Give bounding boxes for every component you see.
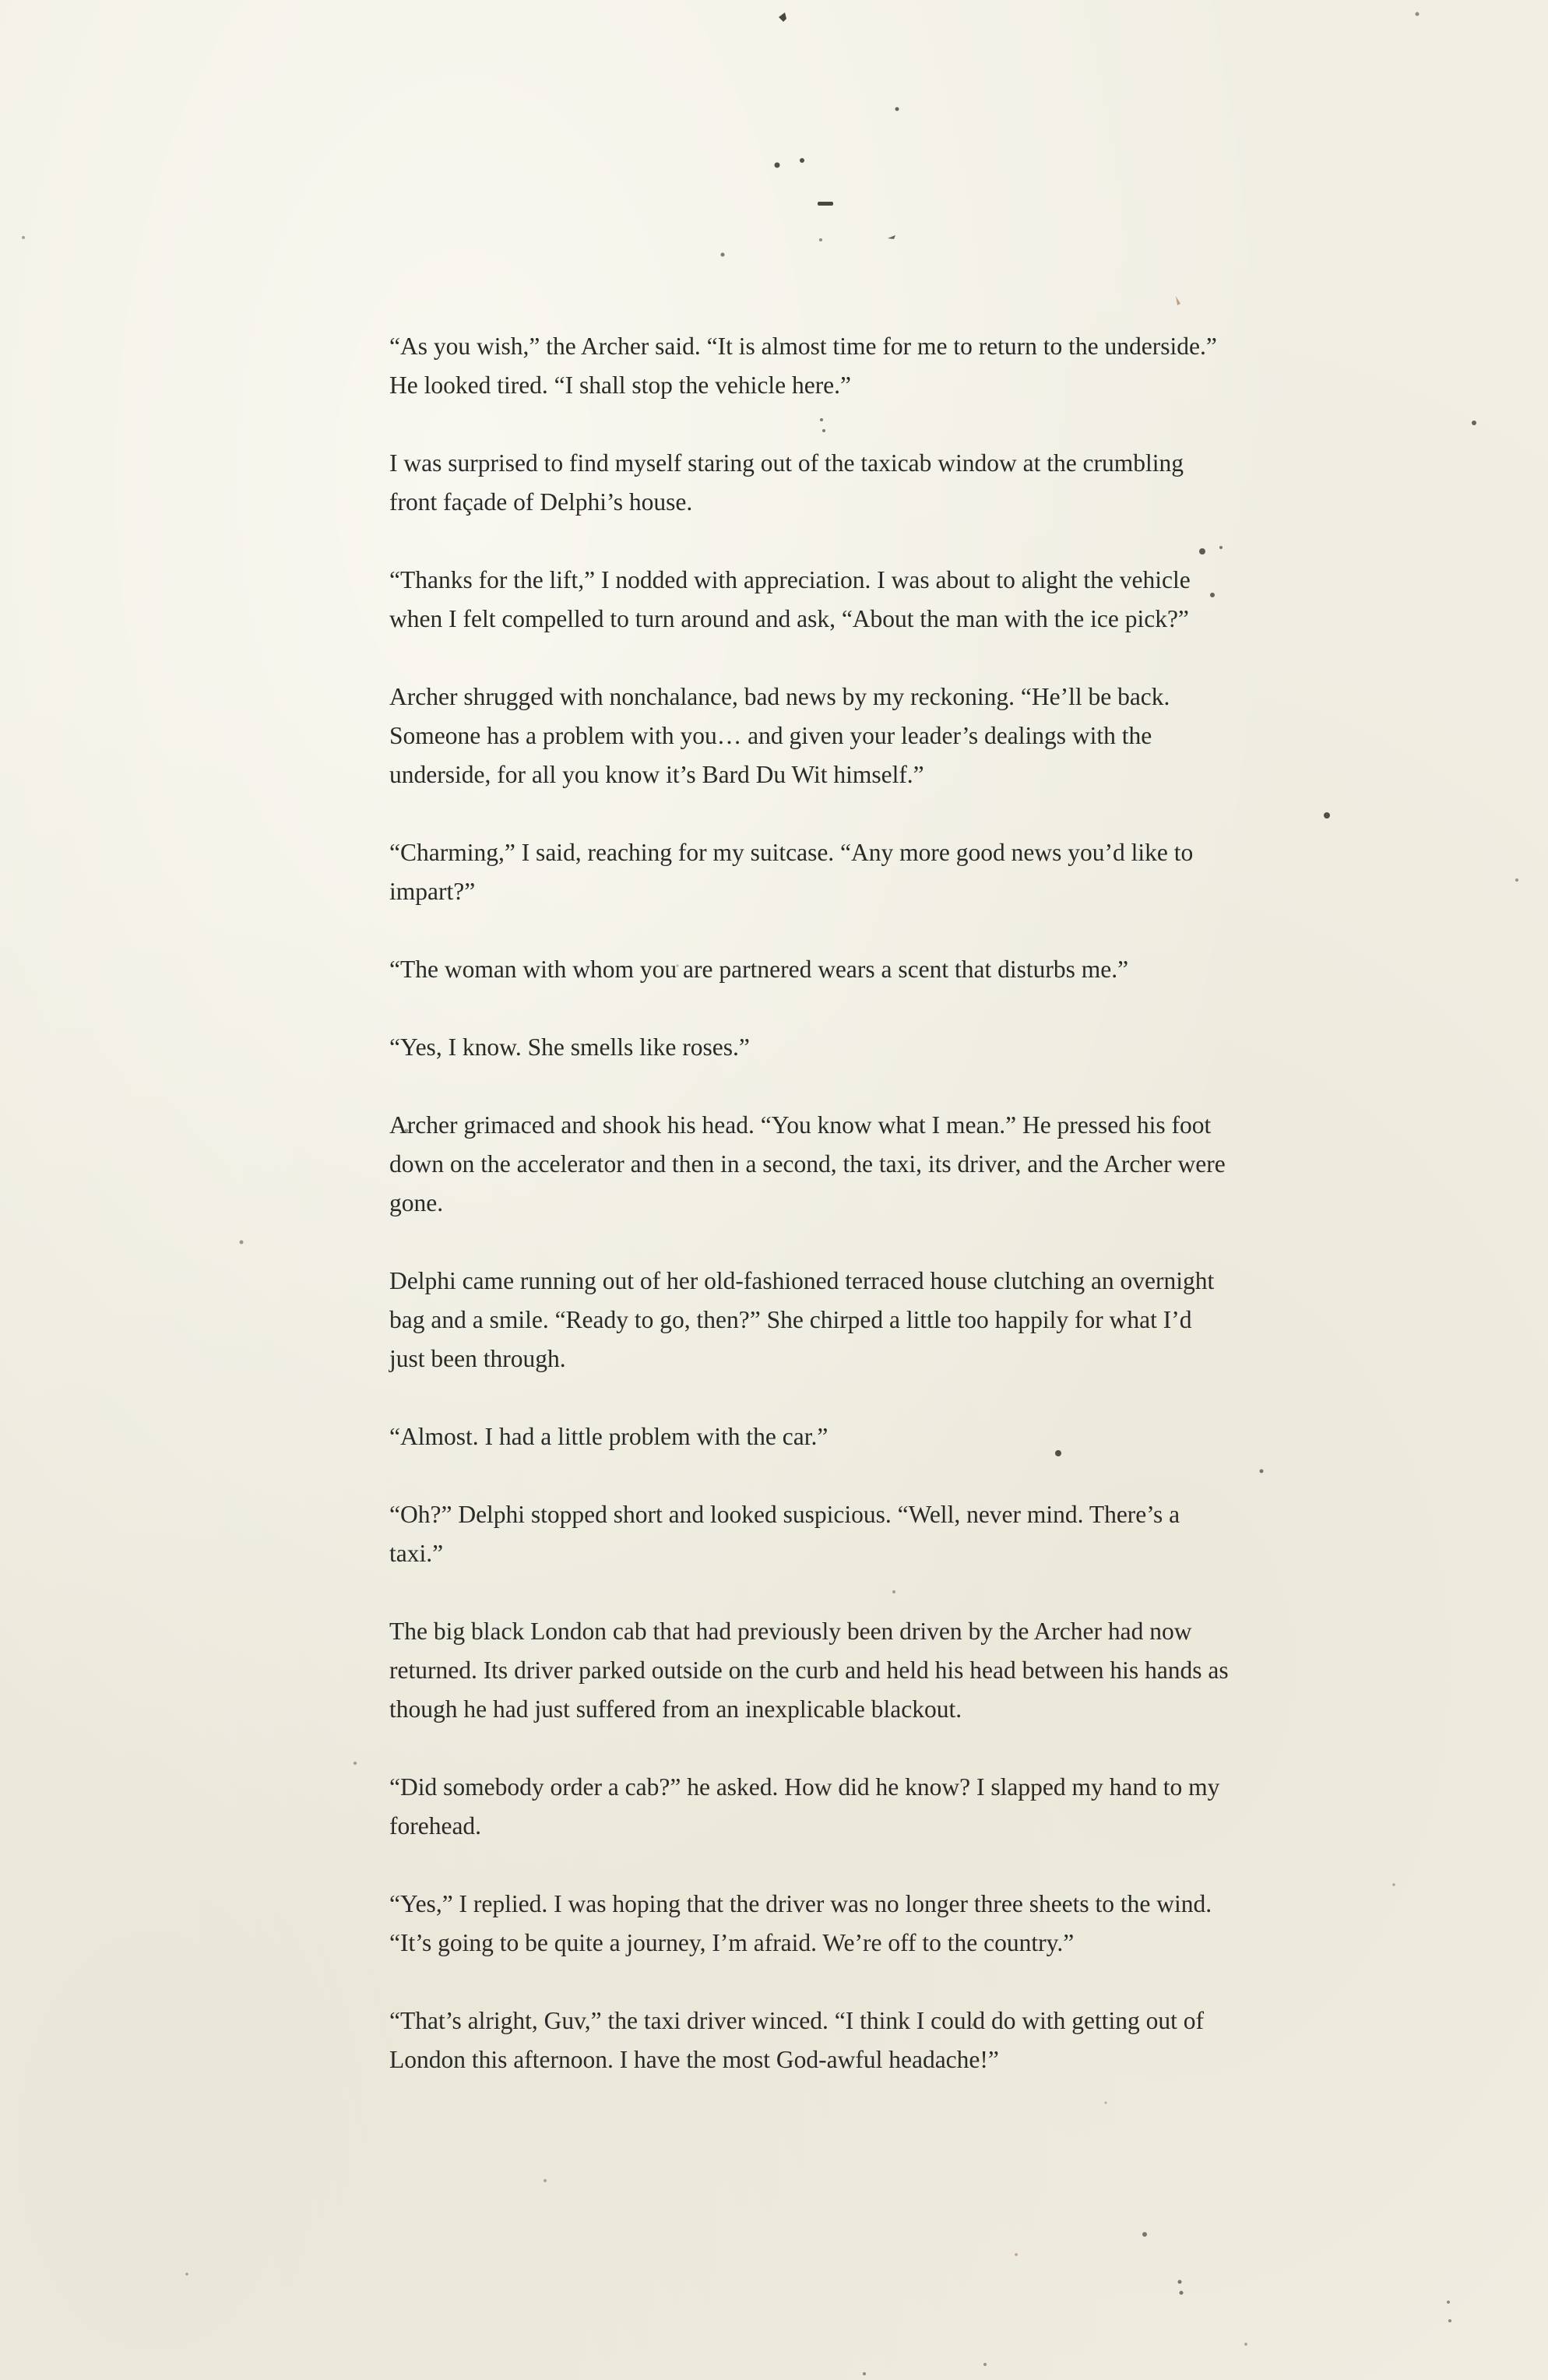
paragraph: Archer grimaced and shook his head. “You know what I mean.” He pressed his foot down on the accelerator and then in a second, the taxi, its driver, and the Archer were gone. [389,1111,1226,1216]
paragraph: “The woman with whom you are partnered wears a scent that disturbs me.” [389,956,1129,983]
paragraph: “As you wish,” the Archer said. “It is almost time for me to return to the underside.” He looked tired. “I shall stop the vehicle here.” [389,333,1217,399]
paragraph: “Oh?” Delphi stopped short and looked suspicious. “Well, never mind. There’s a taxi.” [389,1501,1180,1567]
paragraph: “Yes, I know. She smells like roses.” [389,1033,750,1061]
paragraph: “Charming,” I said, reaching for my suitcase. “Any more good news you’d like to impart?” [389,839,1194,905]
paragraph: “Yes,” I replied. I was hoping that the driver was no longer three sheets to the wind. “It’s going to be quite a journey, I’m afraid. We’re off to the country.” [389,1890,1212,1956]
story-text [389,327,1230,2118]
paragraph: “That’s alright, Guv,” the taxi driver winced. “I think I could do with getting out of London this afternoon. I have the most God-awful headache!” [389,2007,1204,2073]
paragraph: Delphi came running out of her old-fashioned terraced house clutching an overnight bag and a smile. “Ready to go, then?” She chirped a little too happily for what I’d just been through. [389,1267,1215,1372]
paragraph: I was surprised to find myself staring out of the taxicab window at the crumbling front façade of Delphi’s house. [389,449,1184,516]
paragraph: “Almost. I had a little problem with the car.” [389,1423,829,1450]
paragraph: “Did somebody order a cab?” he asked. How did he know? I slapped my hand to my forehead. [389,1773,1220,1840]
paragraph: “Thanks for the lift,” I nodded with appreciation. I was about to alight the vehicle when I felt compelled to turn around and ask, “About the man with the ice pick?” [389,566,1191,632]
paragraph: The big black London cab that had previously been driven by the Archer had now returned. Its driver parked outside on the curb and held his head between his hands as though he had just suffered from an inexplicable blackout. [389,1618,1229,1723]
paragraph: Archer shrugged with nonchalance, bad news by my reckoning. “He’ll be back. Someone has a problem with you… and given your leader’s dealings with the underside, for all you know it’s Bard Du Wit himself.” [389,683,1170,788]
